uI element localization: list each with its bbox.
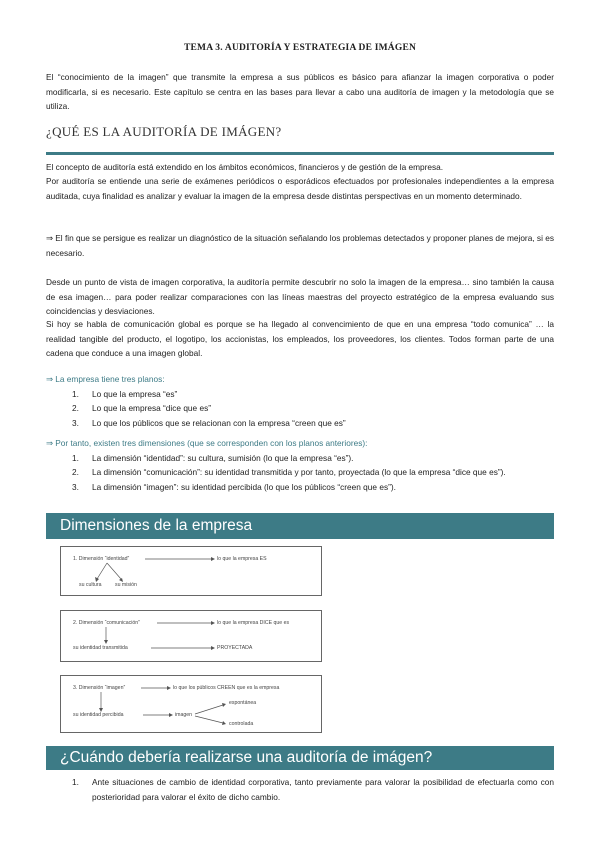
dimensiones-heading: ⇒ Por tanto, existen tres dimensiones (que se corresponden con los planos anteriores): <box>46 438 368 448</box>
diagram-comunicacion <box>60 610 322 662</box>
diagram-comunicacion-arrows <box>61 611 323 663</box>
list-item: 3. La dimensión “imagen”: su identidad percibida (lo que los públicos “creen que es”). <box>72 481 396 492</box>
dimension-label: 2. Dimensión “comunicación” <box>73 620 140 626</box>
diagram-node: su misión <box>115 582 137 588</box>
diagram-node: controlada <box>229 721 254 727</box>
planos-heading: ⇒ La empresa tiene tres planos: <box>46 374 165 384</box>
diagram-node: su identidad transmitida <box>73 645 128 651</box>
dimensiones-list <box>46 436 554 494</box>
banner-cuando: ¿Cuándo debería realizarse una auditoría de imágen? <box>46 746 554 770</box>
diagram-identidad-arrows <box>61 547 323 597</box>
list-item: 2. Lo que la empresa “dice que es” <box>72 403 211 414</box>
section-heading: ¿QUÉ ES LA AUDITORÍA DE IMÁGEN? <box>46 124 282 139</box>
paragraph-concepto: El concepto de auditoría está extendido en los ámbitos económicos, financieros y de gestión de la empresa. <box>46 162 444 172</box>
paragraph-definicion: Por auditoría se entiende una serie de exámenes periódicos o esporádicos efectuados por profesionales independientes a la empresa auditada, cuya finalidad es analizar y evaluar la imagen de la empresa desde distintas perspectivas en un momento determinado. <box>46 176 554 201</box>
diagram-imagen <box>60 675 322 733</box>
diagram-node: imagen <box>175 712 193 718</box>
banner-dimensiones: Dimensiones de la empresa <box>46 513 554 539</box>
list-item: 1. Lo que la empresa “es” <box>72 388 178 399</box>
dimension-label: 1. Dimensión “identidad” <box>73 556 130 562</box>
list-item: 3. Lo que los públicos que se relacionan con la empresa “creen que es” <box>72 417 346 428</box>
heading-rule <box>46 152 554 155</box>
dimension-result: lo que la empresa ES <box>217 556 267 562</box>
paragraph-comunicacion-global: Si hoy se habla de comunicación global es porque se ha llegado al convencimiento de que en una empresa “todo comunica” … la realidad tangible del producto, el logotipo, los accionistas, los empleados, los proveedores, los clientes. Todos forman parte de una cadena que conduce a una imagen global. <box>46 319 554 359</box>
diagram-identidad <box>60 546 322 596</box>
paragraph-fin: ⇒ El fin que se persigue es realizar un diagnóstico de la situación señalando los problemas detectados y proponer planes de mejora, si es necesario. <box>46 233 554 258</box>
diagram-node: su cultura <box>79 582 102 588</box>
list-item: 1. La dimensión “identidad”: su cultura, sumisión (lo que la empresa “es”). <box>72 452 354 463</box>
dimension-label: 3. Dimensión “imagen” <box>73 685 126 691</box>
diagram-node: su identidad percibida <box>73 712 124 718</box>
dimension-result: lo que la empresa DICE que es <box>217 620 290 626</box>
cuando-list <box>46 775 554 804</box>
planos-list <box>46 372 554 430</box>
intro-paragraph: El “conocimiento de la imagen” que transmite la empresa a sus públicos es básico para afianzar la imagen corporativa o poder modificarla, si es necesario. Este capítulo se centra en las bases para llevar a cabo una auditoría de imagen y la metodología que se utiliza. <box>46 72 554 112</box>
document-title: TEMA 3. AUDITORÍA Y ESTRATEGIA DE IMÁGEN <box>183 43 417 53</box>
list-item: 2. La dimensión “comunicación”: su identidad transmitida y por tanto, proyectada (lo que la empresa “dice que es”). <box>72 467 506 478</box>
dimension-result: lo que los públicos CREEN que es la empresa <box>173 685 280 691</box>
paragraph-imagen-corporativa: Desde un punto de vista de imagen corporativa, la auditoría permite descubrir no solo la imagen de la empresa… sino también la causa de esa imagen… para poder realizar comparaciones con las líneas maestras del proyecto estratégico de la empresa evaluando sus coincidencias y desviaciones. <box>46 277 554 317</box>
list-item: 1. Ante situaciones de cambio de identidad corporativa, tanto previamente para valorar la posibilidad de efectuarla como con posterioridad para valorar el éxito de dicho cambio. <box>72 777 554 802</box>
diagram-node: espontánea <box>229 700 257 706</box>
diagram-node: PROYECTADA <box>217 645 253 651</box>
